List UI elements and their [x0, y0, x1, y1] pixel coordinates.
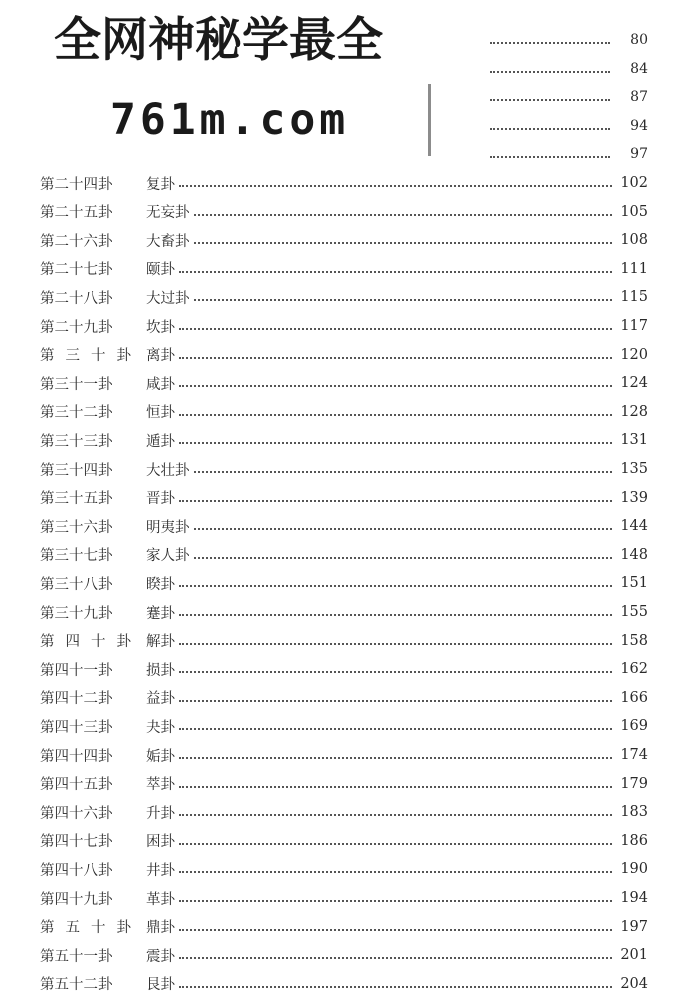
toc-row[interactable] [40, 285, 648, 309]
leader-dots [490, 71, 610, 73]
chapter-label: 第二十八卦 [40, 290, 113, 307]
chapter-label: 第二十七卦 [40, 262, 113, 279]
leader-dots [194, 242, 613, 244]
leader-dots [179, 929, 612, 931]
chapter-label: 第四十九卦 [40, 891, 113, 908]
watermark-banner [0, 0, 490, 162]
page-number: 97 [630, 146, 648, 163]
page-number: 204 [620, 975, 648, 992]
page-number: 84 [630, 60, 648, 77]
chapter-label: 第二十六卦 [40, 233, 113, 250]
toc-row[interactable] [40, 257, 648, 281]
toc-row[interactable] [40, 943, 648, 967]
page-number: 162 [620, 661, 648, 678]
page-number: 201 [620, 947, 648, 964]
chapter-label: 第二十五卦 [40, 205, 113, 222]
leader-dots [179, 442, 612, 444]
watermark-divider [428, 84, 431, 156]
hexagram-name: 颐卦 [146, 262, 175, 279]
chapter-label: 第五十卦 [40, 920, 142, 937]
leader-dots [179, 271, 612, 273]
toc-row[interactable] [40, 314, 648, 338]
hexagram-name: 升卦 [146, 805, 175, 822]
toc-partial-row[interactable] [490, 29, 648, 51]
leader-dots [490, 42, 610, 44]
hexagram-name: 益卦 [146, 691, 175, 708]
chapter-label: 第四十三卦 [40, 719, 113, 736]
hexagram-name: 大畜卦 [146, 233, 190, 250]
page-number: 148 [620, 546, 648, 563]
page-number: 174 [620, 747, 648, 763]
leader-dots [179, 786, 612, 788]
chapter-label: 第四十七卦 [40, 834, 113, 851]
page-number: 80 [630, 32, 648, 48]
hexagram-name: 坎卦 [146, 319, 175, 336]
toc-row[interactable] [40, 171, 648, 195]
leader-dots [179, 328, 612, 330]
chapter-label: 第二十九卦 [40, 319, 113, 336]
chapter-label: 第三十四卦 [40, 462, 113, 479]
toc-partial-row[interactable] [490, 115, 648, 137]
chapter-label: 第三十九卦 [40, 605, 113, 622]
leader-dots [179, 671, 612, 673]
leader-dots [179, 957, 612, 959]
leader-dots [179, 585, 612, 587]
leader-dots [179, 843, 612, 845]
hexagram-name: 咸卦 [146, 376, 175, 393]
hexagram-name: 井卦 [146, 862, 175, 879]
toc-row[interactable] [40, 829, 648, 853]
toc-row[interactable] [40, 714, 648, 738]
hexagram-name: 复卦 [146, 176, 175, 193]
page-number: 102 [620, 175, 648, 191]
chapter-label: 第三十六卦 [40, 519, 113, 536]
hexagram-name: 晋卦 [146, 491, 175, 508]
hexagram-name: 艮卦 [146, 977, 175, 994]
toc-row[interactable] [40, 200, 648, 224]
hexagram-name: 姤卦 [146, 748, 175, 765]
toc-row[interactable] [40, 915, 648, 939]
leader-dots [179, 185, 612, 187]
hexagram-name: 无妄卦 [146, 205, 190, 222]
leader-dots [490, 128, 610, 130]
page-number: 108 [620, 232, 648, 249]
toc-partial-row[interactable] [490, 58, 648, 80]
hexagram-name: 恒卦 [146, 405, 175, 422]
hexagram-name: 鼎卦 [146, 920, 175, 937]
watermark-title: 全网神秘学最全 [54, 13, 383, 68]
hexagram-name: 遁卦 [146, 433, 175, 450]
page-number: 105 [620, 203, 648, 220]
chapter-label: 第三十一卦 [40, 376, 113, 393]
toc-row[interactable] [40, 428, 648, 452]
hexagram-name: 解卦 [146, 634, 175, 651]
leader-dots [179, 871, 612, 873]
hexagram-name: 明夷卦 [146, 519, 190, 536]
toc-row[interactable] [40, 514, 648, 538]
toc-partial-row[interactable] [490, 86, 648, 108]
page-number: 190 [620, 861, 648, 878]
chapter-label: 第三十八卦 [40, 576, 113, 593]
page-number: 183 [620, 804, 648, 821]
hexagram-name: 睽卦 [146, 576, 175, 593]
toc-row[interactable] [40, 457, 648, 481]
toc-row[interactable] [40, 686, 648, 710]
hexagram-name: 离卦 [146, 348, 175, 365]
chapter-label: 第三十卦 [40, 348, 142, 365]
page-number: 124 [620, 375, 648, 392]
page-number: 194 [620, 890, 648, 906]
page-number: 135 [620, 461, 648, 477]
leader-dots [194, 471, 613, 473]
leader-dots [179, 757, 612, 759]
hexagram-name: 震卦 [146, 948, 175, 965]
leader-dots [179, 728, 612, 730]
chapter-label: 第四十六卦 [40, 805, 113, 822]
toc-row[interactable] [40, 400, 648, 424]
page-number: 131 [620, 432, 648, 449]
hexagram-name: 夬卦 [146, 719, 175, 736]
toc-partial-row[interactable] [490, 143, 648, 165]
toc-row[interactable] [40, 600, 648, 624]
chapter-label: 第三十三卦 [40, 433, 113, 450]
chapter-label: 第四十卦 [40, 634, 142, 651]
leader-dots [490, 99, 610, 101]
page-number: 87 [630, 89, 648, 106]
hexagram-name: 革卦 [146, 891, 175, 908]
toc-row[interactable] [40, 343, 648, 367]
page-number: 128 [620, 403, 648, 420]
leader-dots [194, 557, 613, 559]
page-number: 158 [620, 632, 648, 649]
chapter-label: 第五十二卦 [40, 977, 113, 994]
leader-dots [490, 156, 610, 158]
toc-row[interactable] [40, 543, 648, 567]
chapter-label: 第二十四卦 [40, 176, 113, 193]
chapter-label: 第四十二卦 [40, 691, 113, 708]
page-number: 166 [620, 689, 648, 706]
page-number: 120 [620, 346, 648, 363]
page-number: 155 [620, 604, 648, 620]
page-number: 186 [620, 832, 648, 849]
watermark-url: 761m.com [110, 95, 350, 145]
hexagram-name: 家人卦 [146, 548, 190, 565]
chapter-label: 第四十八卦 [40, 862, 113, 879]
chapter-label: 第四十五卦 [40, 777, 113, 794]
toc-row[interactable] [40, 629, 648, 653]
leader-dots [179, 385, 612, 387]
hexagram-name: 困卦 [146, 834, 175, 851]
toc-row[interactable] [40, 800, 648, 824]
page-number: 169 [620, 718, 648, 735]
leader-dots [179, 643, 612, 645]
toc-row[interactable] [40, 743, 648, 767]
leader-dots [179, 500, 612, 502]
page-number: 94 [630, 117, 648, 134]
leader-dots [179, 700, 612, 702]
hexagram-name: 大壮卦 [146, 462, 190, 479]
toc-row[interactable] [40, 886, 648, 910]
page-number: 151 [620, 575, 648, 592]
leader-dots [194, 299, 613, 301]
page-number: 115 [620, 289, 648, 306]
leader-dots [179, 900, 612, 902]
page-number: 197 [620, 918, 648, 935]
chapter-label: 第四十一卦 [40, 662, 113, 679]
toc-row[interactable] [40, 371, 648, 395]
toc-row[interactable] [40, 228, 648, 252]
page-number: 139 [620, 489, 648, 506]
leader-dots [179, 614, 612, 616]
leader-dots [179, 986, 612, 988]
chapter-label: 第五十一卦 [40, 948, 113, 965]
toc-row[interactable] [40, 486, 648, 510]
toc-row[interactable] [40, 571, 648, 595]
page-number: 144 [620, 518, 648, 535]
chapter-label: 第三十二卦 [40, 405, 113, 422]
chapter-label: 第三十七卦 [40, 548, 113, 565]
page-number: 117 [620, 318, 648, 334]
page-number: 111 [620, 260, 648, 277]
toc-row[interactable] [40, 657, 648, 681]
chapter-label: 第四十四卦 [40, 748, 113, 765]
leader-dots [194, 528, 613, 530]
toc-row[interactable] [40, 972, 648, 996]
toc-row[interactable] [40, 772, 648, 796]
hexagram-name: 蹇卦 [146, 605, 175, 622]
page-number: 179 [620, 775, 648, 792]
leader-dots [194, 214, 613, 216]
leader-dots [179, 414, 612, 416]
hexagram-name: 损卦 [146, 662, 175, 679]
toc-row[interactable] [40, 857, 648, 881]
hexagram-name: 萃卦 [146, 777, 175, 794]
hexagram-name: 大过卦 [146, 290, 190, 307]
leader-dots [179, 357, 612, 359]
chapter-label: 第三十五卦 [40, 491, 113, 508]
leader-dots [179, 814, 612, 816]
